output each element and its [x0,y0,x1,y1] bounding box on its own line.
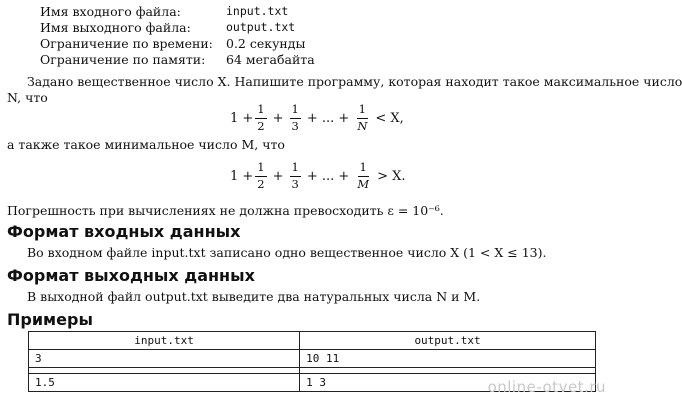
header-value: output.txt [226,20,296,34]
formula-tail: < X, [375,110,404,126]
examples-heading: Примеры [7,310,93,329]
table-cell-input: 3 [29,350,300,368]
formula-tail: > X. [377,168,406,184]
table-row [29,350,596,368]
table-cell-output: 10 11 [300,350,596,368]
fraction-numerator: 1 [290,104,301,119]
header-key: Имя входного файла: [40,4,181,19]
formula-plus: + [272,168,284,184]
formula-inequality-n [230,98,408,138]
fraction-denominator: 2 [257,176,265,191]
table-header-input: input.txt [29,332,300,350]
watermark: online-otvet.ru [487,378,606,396]
statement-line-1: Задано вещественное число X. Напишите программу, которая находит такое максимальное число [27,74,682,89]
formula-inequality-m [230,156,410,196]
fraction-denominator: 3 [291,176,299,191]
formula-dots: + ... + [306,168,350,184]
table-cell-output: 1 3 [300,374,596,392]
fraction [355,162,371,190]
table-cell-input: 1.5 [29,374,300,392]
fraction [255,162,266,190]
fraction-numerator: 1 [255,104,266,119]
formula-plus: + [272,110,284,126]
fraction-denominator: 2 [257,118,265,133]
output-format-text: В выходной файл output.txt выведите два натуральных числа N и M. [27,289,481,304]
fraction-numerator: 1 [255,162,266,177]
header-value: 0.2 секунды [226,36,306,51]
header-value: input.txt [226,4,289,18]
formula-dots: + ... + [306,110,350,126]
fraction [290,104,301,132]
precision-note: Погрешность при вычислениях не должна превосходить ε = 10⁻⁶. [7,203,444,218]
fraction-denominator: N [357,118,368,133]
fraction-numerator: 1 [290,162,301,177]
fraction-denominator: 3 [291,118,299,133]
fraction-numerator: 1 [357,104,368,119]
fraction-numerator: 1 [358,162,369,177]
header-key: Ограничение по памяти: [40,52,206,67]
statement-line-2: N, что [7,90,48,105]
formula-lead: 1 + [230,110,254,126]
fraction [255,104,266,132]
header-key: Имя выходного файла: [40,20,191,35]
fraction-denominator: M [357,176,370,191]
input-format-text: Во входном файле input.txt записано одно вещественное число X (1 < X ≤ 13). [27,245,547,260]
header-value: 64 мегабайта [226,52,315,67]
header-key: Ограничение по времени: [40,36,213,51]
formula-lead: 1 + [230,168,254,184]
fraction [290,162,301,190]
input-format-heading: Формат входных данных [7,222,241,241]
output-format-heading: Формат выходных данных [7,266,255,285]
statement-line-3: а также такое минимальное число M, что [7,137,285,152]
fraction [355,104,369,132]
table-header-row [29,332,596,350]
table-header-output: output.txt [300,332,596,350]
